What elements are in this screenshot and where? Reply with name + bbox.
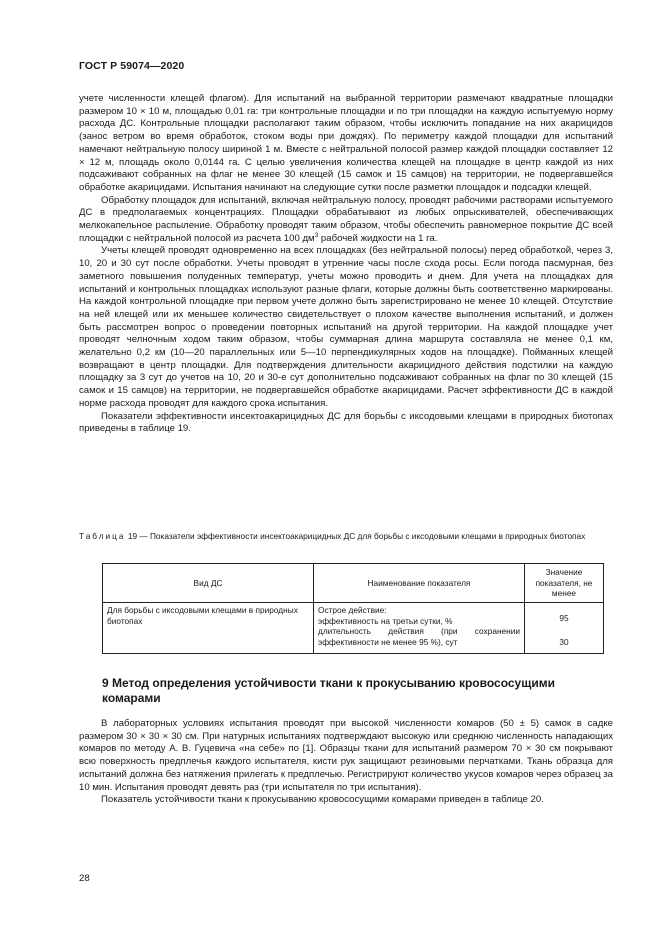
paragraph: Показатели эффективности инсектоакарицидных ДС для борьбы с иксодовыми клещами в природных биотопах приведены в таблице 19. [79,410,613,435]
paragraph-text: рабочей жидкости на 1 га. [318,232,438,244]
table-header-row [103,564,604,603]
table-row [103,603,604,654]
table-caption-text: 19 — Показатели эффективности инсектоакарицидных ДС для борьбы с иксодовыми клещами в природных биотопах [125,531,586,541]
section-body-text [79,718,613,807]
indicator-lead: Острое действие: [318,605,387,615]
table-header-cell: Наименование показателя [314,564,525,603]
table-header-cell: Вид ДС [103,564,314,603]
table-caption [79,531,613,542]
table-cell-type: Для борьбы с иксодовыми клещами в природных биотопах [103,603,314,654]
paragraph [79,195,613,246]
indicator-item: длительность действия (при сохранении эффективности не менее 95 %), сут [318,626,520,647]
table-cell-indicator [314,603,525,654]
page-number: 28 [79,873,90,884]
value-item: 95 [559,613,569,623]
table-caption-label: Таблица [79,531,126,541]
table-19 [102,563,604,654]
paragraph: Учеты клещей проводят одновременно на всех площадках (без нейтральной полосы) перед обработкой, через 3, 10, 20 и 30 сут после обработки. Учеты проводят в утренние часы после схода росы. Если погода пасмурная, без заметного повышения полуденных температур, учеты можно проводить и днем. Для учета на площадках для испытаний и контрольных площадках используют разные флаги, которые должны быть соответственно маркированы. На каждой контрольной площадке при первом учете должно быть зарегистрировано не менее 10 клещей. Отсутствие на ней клещей или их меньшее количество свидетельствует о плохом качестве выполнения испытаний, и должен быть рассмотрен вопрос о проведении повторных испытаний на другой территории. На каждой площадке учет проводят челночным ходом таким образом, чтобы суммарная длина маршрута составляла не менее 0,1 км, желательно 0,2 км (10—20 параллельных или 5—10 перпендикулярных ходов на площадке). Пойманных клещей возвращают в центр площадки. Для подтверждения длительности акарицидного действия подстилки на каждую площадку за 3 сут до учетов на 10, 20 и 30-е сут дополнительно подсаживают собранных на флаг по 30 клещей (15 самок и 15 самцов) на территории, не подвергавшейся обработке акарицидами. Расчет эффективности ДС в каждой норме расхода проводят для каждого срока испытания. [79,245,613,409]
section-title: 9 Метод определения устойчивости ткани к прокусыванию кровососущими комарами [102,676,555,705]
superscript: 3 [314,231,319,239]
table-header-cell: Значение показателя, не менее [525,564,604,603]
indicator-item: эффективность на третьи сутки, % [318,615,453,626]
paragraph: В лабораторных условиях испытания проводят при высокой численности комаров (50 ± 5) самок в садке размером 30 × 30 × 30 см. При натурных испытаниях подтверждают высокую или среднюю численность нападающих комаров по методу А. В. Гуцевича «на себе» по [1]. Образцы ткани для испытаний размером 70 × 30 см покрывают всю поверхность предплечья каждого испытателя, кисти рук защищают резиновыми перчатками. Ткань образца для испытаний должна без натяжения прилегать к предплечью. Регистрируют количество укусов комаров через образец за 10 мин. Испытания проводят девять раз (три испытателя по три испытания). [79,718,613,793]
value-item: 30 [559,636,569,647]
paragraph: Показатель устойчивости ткани к прокусыванию кровососущими комарами приведен в таблице 20. [101,794,544,806]
document-header: ГОСТ Р 59074—2020 [79,60,185,72]
table-cell-values [525,603,604,654]
paragraph-text: Обработку площадок для испытаний, включая нейтральную полосу, проводят рабочими растворами испытуемого ДС в предполагаемых концентрациях. Площадки обрабатывают из любых опрыскивателей, обеспечивающих мелкокапельное распыление. Обработку проводят таким образом, чтобы обеспечить равномерное покрытие ДС всей площадки с нейтральной полосой из расчета 100 дм [79,194,613,244]
body-text [79,93,613,436]
paragraph: учете численности клещей флагом). Для испытаний на выбранной территории размечают квадратные площадки размером 10 × 10 м, площадью 0,01 га: три контрольные площадки и по три площадки на каждую испытуемую норму расхода ДС. Контрольные площадки располагают таким образом, чтобы исключить попадание на них акарицидов (занос ветром во время обработок, стоком воды при дождях). По периметру каждой площадки для испытаний намечают нейтральную полосу шириной 1 м. Вместе с нейтральной полосой размер каждой площадки составляет 12 × 12 м, площадь около 0,0144 га. С целью увеличения количества клещей на площадке в центр каждой из них подсаживают собранных на флаг не менее 30 клещей (15 самок и 15 самцов) на территории, не подвергавшейся обработке акарицидами. Испытания начинают на следующие сутки после разметки площадок и подсадки клещей. [79,93,613,193]
